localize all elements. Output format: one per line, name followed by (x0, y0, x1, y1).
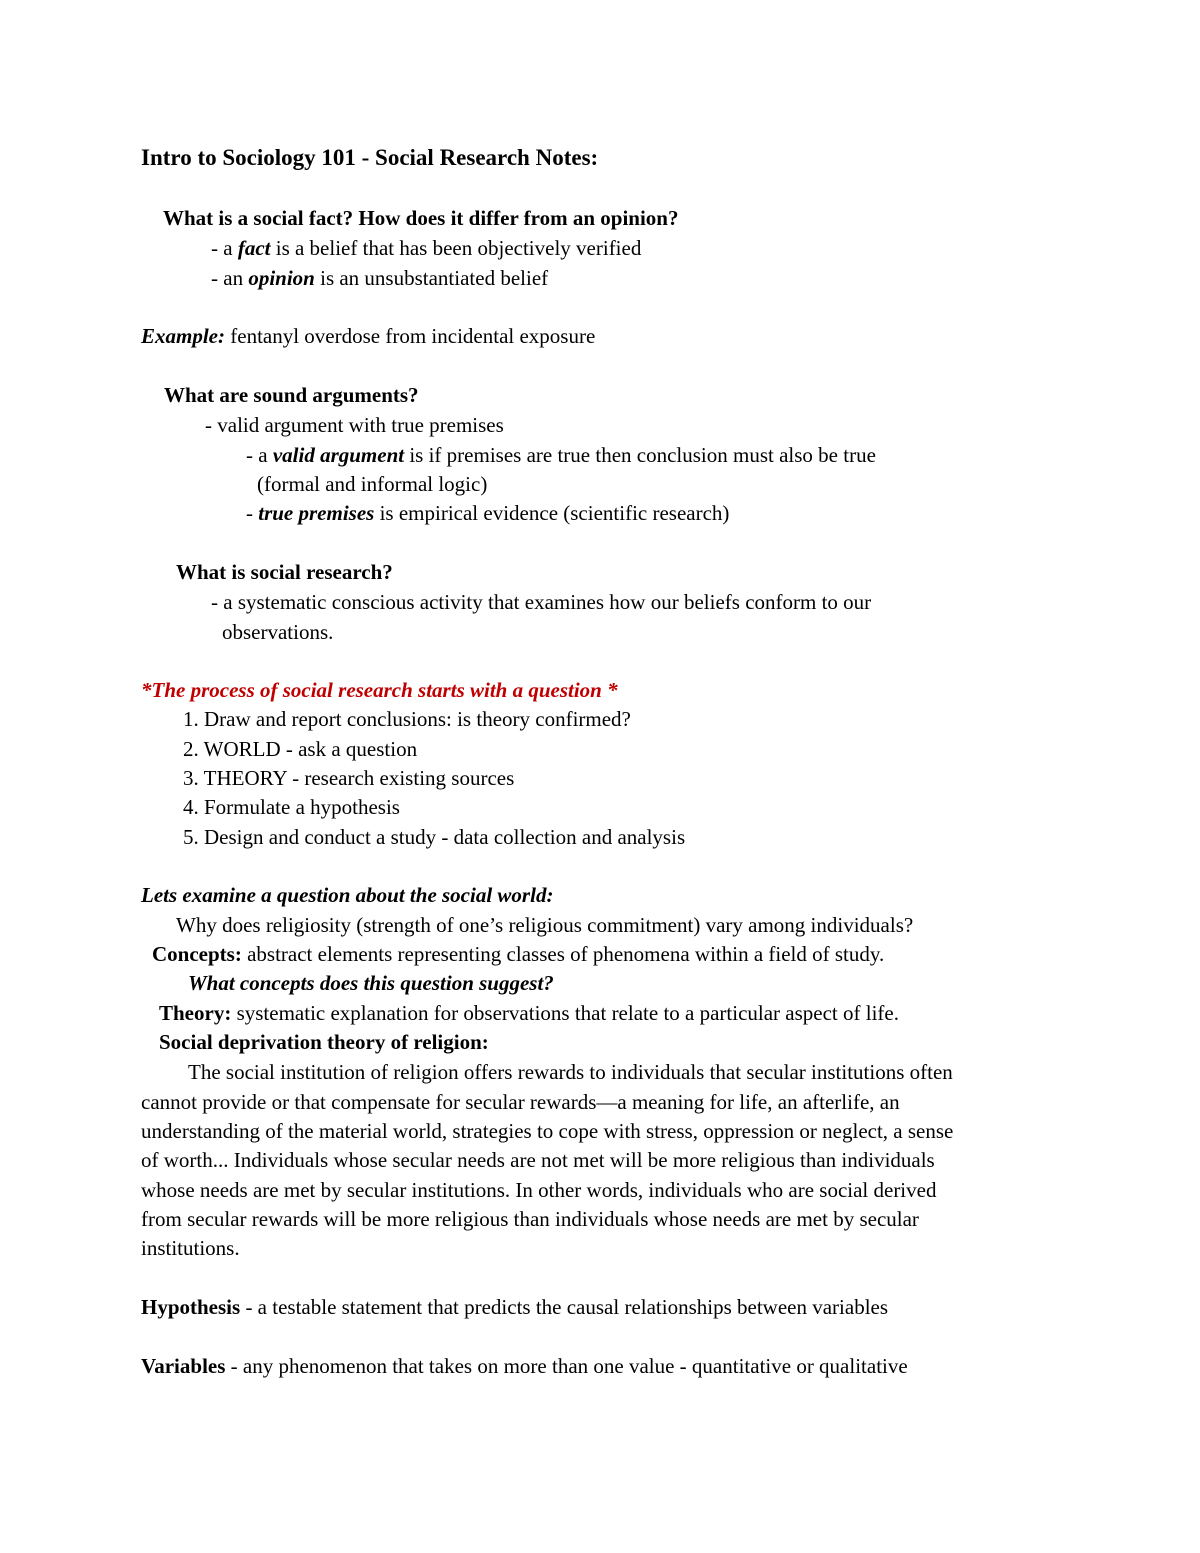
paragraph-line: institutions. (141, 1236, 240, 1260)
process-step: 3. THEORY - research existing sources (183, 766, 515, 790)
social-research-question: What is social research? (176, 560, 393, 584)
social-fact-question: What is a social fact? How does it differ from an opinion? (163, 206, 679, 230)
examine-heading: Lets examine a question about the social world: (141, 883, 554, 907)
fact-rest: is a belief that has been objectively verified (270, 236, 642, 260)
valid-term: valid argument (272, 443, 405, 467)
hypothesis-label: Hypothesis (141, 1295, 241, 1319)
paragraph-line: The social institution of religion offers rewards to individuals that secular institutions often (188, 1060, 953, 1084)
opinion-rest: is an unsubstantiated belief (314, 266, 549, 290)
fact-definition (211, 234, 641, 264)
fact-term: fact (237, 236, 271, 260)
opinion-term: opinion (248, 266, 315, 290)
paragraph-line: understanding of the material world, strategies to cope with stress, oppression or neglect, a sense (141, 1119, 954, 1143)
premises-prefix: - (246, 501, 259, 525)
variables-definition (141, 1352, 908, 1382)
paragraph-line: cannot provide or that compensate for secular rewards—a meaning for life, an afterlife, an (141, 1090, 900, 1114)
paragraph-line: of worth... Individuals whose secular needs are not met will be more religious than individuals (141, 1148, 935, 1172)
valid-argument-continuation: (formal and informal logic) (257, 472, 488, 496)
process-step: 2. WORLD - ask a question (183, 737, 418, 761)
concepts-definition (152, 940, 884, 970)
concepts-question: What concepts does this question suggest? (188, 971, 554, 995)
example-line (141, 322, 595, 352)
deprivation-heading: Social deprivation theory of religion: (159, 1030, 489, 1054)
process-step: 1. Draw and report conclusions: is theory confirmed? (183, 707, 631, 731)
sound-arguments-question: What are sound arguments? (164, 383, 419, 407)
premises-rest: is empirical evidence (scientific research) (374, 501, 730, 525)
social-research-line-2: observations. (222, 620, 334, 644)
paragraph-line: whose needs are met by secular institutions. In other words, individuals who are social derived (141, 1178, 937, 1202)
variables-text: - any phenomenon that takes on more than one value - quantitative or qualitative (225, 1354, 908, 1378)
example-text: fentanyl overdose from incidental exposure (225, 324, 596, 348)
social-research-line-1: - a systematic conscious activity that examines how our beliefs conform to our (211, 590, 872, 614)
theory-text: systematic explanation for observations that relate to a particular aspect of life. (231, 1001, 899, 1025)
page-title: Intro to Sociology 101 - Social Research Notes: (141, 145, 599, 170)
fact-prefix: - a (211, 236, 238, 260)
paragraph-line: from secular rewards will be more religious than individuals whose needs are met by secular (141, 1207, 919, 1231)
sound-arguments-line: - valid argument with true premises (205, 413, 504, 437)
opinion-definition (211, 264, 548, 294)
valid-rest: is if premises are true then conclusion must also be true (404, 443, 876, 467)
valid-argument-definition (246, 441, 876, 471)
example-label: Example: (141, 324, 225, 348)
religiosity-question: Why does religiosity (strength of one’s religious commitment) vary among individuals? (176, 913, 914, 937)
theory-label: Theory: (159, 1001, 232, 1025)
concepts-text: abstract elements representing classes of phenomena within a field of study. (241, 942, 885, 966)
process-step: 5. Design and conduct a study - data collection and analysis (183, 825, 686, 849)
premises-term: true premises (258, 501, 375, 525)
concepts-label: Concepts: (152, 942, 242, 966)
true-premises-definition (246, 499, 729, 529)
theory-definition (159, 999, 899, 1029)
process-step: 4. Formulate a hypothesis (183, 795, 400, 819)
valid-prefix: - a (246, 443, 273, 467)
hypothesis-definition (141, 1293, 888, 1323)
hypothesis-text: - a testable statement that predicts the causal relationships between variables (240, 1295, 889, 1319)
opinion-prefix: - an (211, 266, 249, 290)
process-heading: *The process of social research starts with a question * (141, 678, 618, 702)
variables-label: Variables (141, 1354, 226, 1378)
